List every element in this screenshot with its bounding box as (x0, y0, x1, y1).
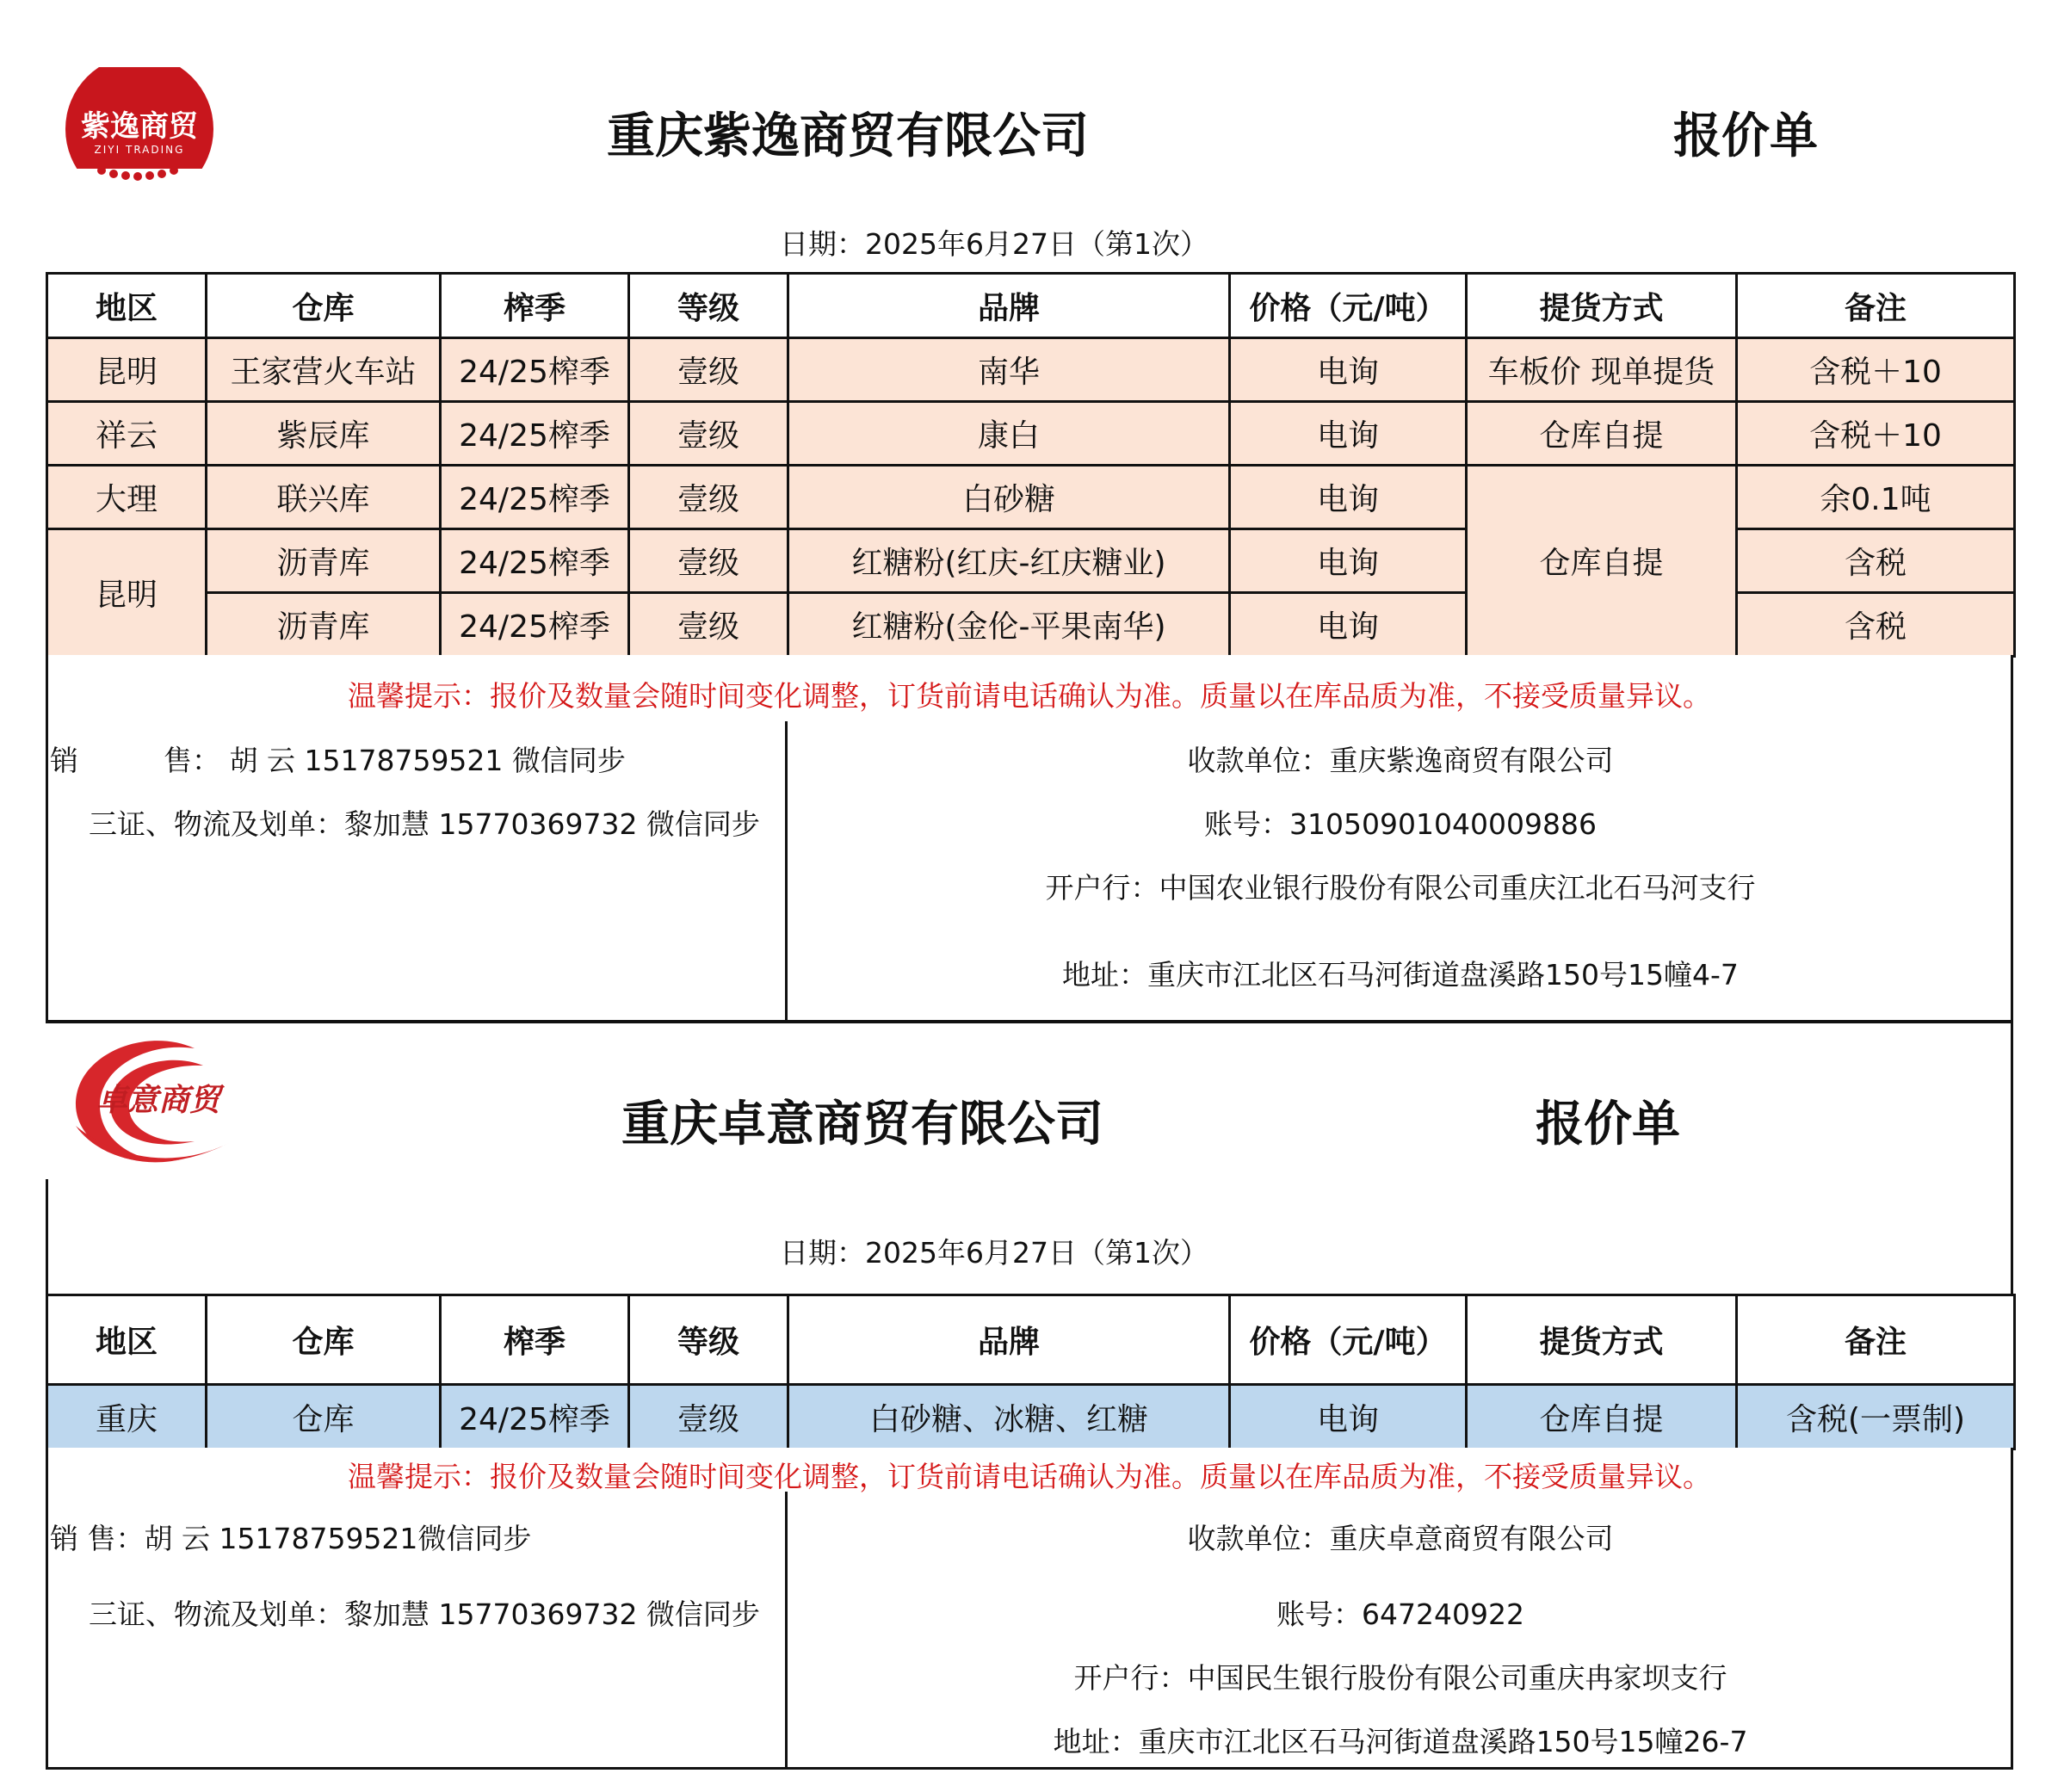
sales-contact-1: 销 售： 胡 云 15178759521 微信同步 (50, 744, 626, 777)
cell-price: 电询 (1230, 402, 1467, 466)
address-1: 地址：重庆市江北区石马河街道盘溪路150号15幢4-7 (1062, 958, 1739, 992)
cell-brand: 南华 (788, 338, 1230, 402)
cell-price: 电询 (1230, 338, 1467, 402)
cell-region: 祥云 (47, 402, 207, 466)
cell-warehouse: 仓库 (207, 1385, 441, 1449)
cell-season: 24/25榨季 (441, 1385, 629, 1449)
cell-price: 电询 (1230, 1385, 1467, 1449)
left-border (46, 1179, 48, 1296)
cell-brand: 康白 (788, 402, 1230, 466)
ziyi-logo (64, 67, 215, 181)
header-brand: 品牌 (788, 274, 1230, 338)
bank-1: 开户行：中国农业银行股份有限公司重庆江北石马河支行 (1045, 871, 1756, 905)
cell-delivery: 仓库自提 (1467, 1385, 1737, 1449)
header-season: 榨季 (441, 1295, 629, 1385)
cell-brand: 白砂糖 (788, 466, 1230, 529)
cell-price: 电询 (1230, 529, 1467, 593)
header-region: 地区 (47, 1295, 207, 1385)
company2-name: 重庆卓意商贸有限公司 (621, 1097, 1103, 1152)
cell-note: 含税(一票制) (1737, 1385, 2015, 1449)
cell-price: 电询 (1230, 593, 1467, 657)
cell-warehouse: 沥青库 (207, 593, 441, 657)
account-1: 账号：31050901040009886 (1204, 807, 1597, 841)
cell-region: 大理 (47, 466, 207, 529)
header-warehouse: 仓库 (207, 1295, 441, 1385)
cell-grade: 壹级 (629, 466, 788, 529)
header-delivery: 提货方式 (1467, 1295, 1737, 1385)
cell-delivery: 仓库自提 (1467, 466, 1737, 657)
sales-contact-2: 销 售：胡 云 15178759521微信同步 (50, 1522, 532, 1555)
cell-season: 24/25榨季 (441, 402, 629, 466)
table-row (47, 338, 2015, 402)
cell-warehouse: 王家营火车站 (207, 338, 441, 402)
payee-1: 收款单位：重庆紫逸商贸有限公司 (1187, 744, 1614, 777)
cell-region: 昆明 (47, 529, 207, 657)
logo1-cn: 紫逸商贸 (81, 109, 198, 144)
header-grade: 等级 (629, 1295, 788, 1385)
zhuoyi-logo (65, 1031, 246, 1174)
cell-brand: 白砂糖、冰糖、红糖 (788, 1385, 1230, 1449)
cell-grade: 壹级 (629, 1385, 788, 1449)
table-row (47, 402, 2015, 466)
quote-table-2 (46, 1294, 2016, 1450)
payee-2: 收款单位：重庆卓意商贸有限公司 (1187, 1522, 1614, 1555)
cell-note: 含税＋10 (1737, 402, 2015, 466)
logistics-contact-2: 三证、物流及划单：黎加慧 15770369732 微信同步 (89, 1597, 760, 1631)
logistics-contact-1: 三证、物流及划单：黎加慧 15770369732 微信同步 (89, 807, 760, 841)
cell-region: 重庆 (47, 1385, 207, 1449)
cell-warehouse: 沥青库 (207, 529, 441, 593)
cell-note: 含税 (1737, 593, 2015, 657)
cell-note: 含税 (1737, 529, 2015, 593)
cell-note: 余0.1吨 (1737, 466, 2015, 529)
company1-doc-title: 报价单 (1673, 108, 1818, 164)
cell-brand: 红糖粉(红庆-红庆糖业) (788, 529, 1230, 593)
company1-name: 重庆紫逸商贸有限公司 (607, 108, 1089, 164)
cell-grade: 壹级 (629, 402, 788, 466)
table-row (47, 466, 2015, 529)
cell-delivery: 车板价 现单提货 (1467, 338, 1737, 402)
header-warehouse: 仓库 (207, 274, 441, 338)
company2-doc-title: 报价单 (1536, 1097, 1680, 1152)
header-region: 地区 (47, 274, 207, 338)
header-delivery: 提货方式 (1467, 274, 1737, 338)
cell-season: 24/25榨季 (441, 529, 629, 593)
header-grade: 等级 (629, 274, 788, 338)
cell-season: 24/25榨季 (441, 338, 629, 402)
account-2: 账号：647240922 (1276, 1597, 1524, 1631)
header-price: 价格（元/吨） (1230, 1295, 1467, 1385)
warm-tip-2: 温馨提示：报价及数量会随时间变化调整，订货前请电话确认为准。质量以在库品质为准，不接受质量异议。 (348, 1460, 1711, 1493)
cell-season: 24/25榨季 (441, 593, 629, 657)
header-note: 备注 (1737, 1295, 2015, 1385)
header-price: 价格（元/吨） (1230, 274, 1467, 338)
cell-note: 含税＋10 (1737, 338, 2015, 402)
cell-brand: 红糖粉(金伦-平果南华) (788, 593, 1230, 657)
bank-2: 开户行：中国民生银行股份有限公司重庆冉家坝支行 (1073, 1661, 1727, 1695)
company2-date: 日期：2025年6月27日（第1次） (780, 1236, 1208, 1270)
table2-header (47, 1295, 2015, 1385)
cell-region: 昆明 (47, 338, 207, 402)
cell-warehouse: 紫辰库 (207, 402, 441, 466)
header-season: 榨季 (441, 274, 629, 338)
cell-price: 电询 (1230, 466, 1467, 529)
cell-grade: 壹级 (629, 338, 788, 402)
company1-date: 日期：2025年6月27日（第1次） (780, 227, 1208, 261)
cell-grade: 壹级 (629, 529, 788, 593)
cell-warehouse: 联兴库 (207, 466, 441, 529)
address-2: 地址：重庆市江北区石马河街道盘溪路150号15幢26-7 (1053, 1725, 1748, 1758)
cell-delivery: 仓库自提 (1467, 402, 1737, 466)
header-note: 备注 (1737, 274, 2015, 338)
table-row (47, 1385, 2015, 1449)
logo2-cn: 卓意商贸 (96, 1083, 221, 1118)
logo1-en: ZIYI TRADING (94, 144, 185, 156)
quote-table-1 (46, 272, 2016, 658)
header-brand: 品牌 (788, 1295, 1230, 1385)
cell-grade: 壹级 (629, 593, 788, 657)
cell-season: 24/25榨季 (441, 466, 629, 529)
warm-tip-1: 温馨提示：报价及数量会随时间变化调整，订货前请电话确认为准。质量以在库品质为准，不接受质量异议。 (348, 679, 1711, 713)
table1-header (47, 274, 2015, 338)
